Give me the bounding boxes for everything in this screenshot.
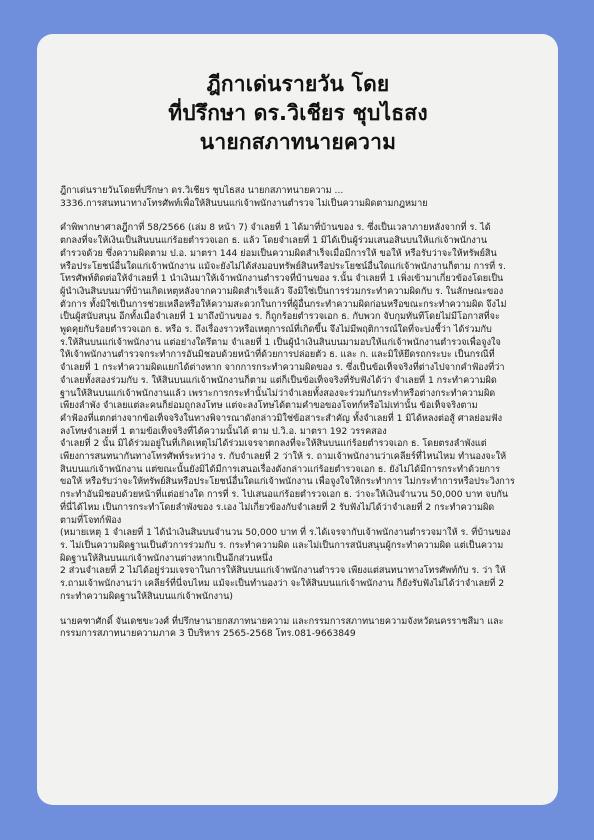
header-line-1: ฎีกาเด่นรายวันโดยที่ปรึกษา ดร.วิเชียร ชุบไธสง นายกสภาทนายความ ... <box>60 186 344 196</box>
spacer <box>60 604 536 616</box>
page-title <box>60 70 536 157</box>
title-line-2: ที่ปรึกษา ดร.วิเชียร ชุบไธสง <box>168 101 428 125</box>
document-card <box>37 34 558 805</box>
title-line-1: ฎีกาเด่นรายวัน โดย <box>206 72 390 96</box>
main-paragraph: คำพิพากษาศาลฎีกาที่ 58/2566 (เล่ม 8 หน้า 7) จำเลยที่ 1 ได้มาที่บ้านของ ร. ซึ่งเป็นเวลาภายหลังจากที่ ร. ได้ ตกลงที่จะให้เงินเป็นสินบนแก่ร้อยตำรวจเอก ธ. แล้ว โดยจำเลยที่ 1 มิได้เป็นผู้ร่วมเสนอสินบนให้แก่เจ้าพนักงาน ตำรวจด้วย ซึ่งความผิดตาม ป.อ. มาตรา 144 ย่อมเป็นความผิดสำเร็จเมื่อมีการให้ ขอให้ หรือรับว่าจะให้ทรัพย์สิน หรือประโยชน์อื่นใดแก่เจ้าพนักงาน แม้จะยังไม่ได้ส่งมอบทรัพย์สินหรือประโยชน์อื่นใดแก่เจ้าพนักงานก็ตาม การที่ ร. โทรศัพท์ติดต่อให้จำเลยที่ 1 นำเงินมาให้เจ้าพนักงานตำรวจที่บ้านของ ร.นั้น จำเลยที่ 1 เพิ่งเข้ามาเกี่ยวข้องโดยเป็น ผู้นำเงินสินบนมาที่บ้านเกิดเหตุหลังจากความผิดสำเร็จแล้ว จึงมิใช่เป็นการร่วมกระทำความผิดกับ ร. ในลักษณะของ ตัวการ ทั้งมิใช่เป็นการช่วยเหลือหรือให้ความสะดวกในการที่ผู้อื่นกระทำความผิดก่อนหรือขณะกระทำความผิด จึงไม่ เป็นผู้สนับสนุน อีกทั้งเมื่อจำเลยที่ 1 มาถึงบ้านของ ร. ก็ถูกร้อยตำรวจเอก ธ. กับพวก จับกุมทันทีโดยไม่มีโอกาสที่จะ พูดคุยกับร้อยตำรวจเอก ธ. หรือ ร. ถึงเรื่องราวหรือเหตุการณ์ที่เกิดขึ้น จึงไม่มีพฤติการณ์ใดที่จะบ่งชี้ว่า ได้ร่วมกับ ร.ให้สินบนแก่เจ้าพนักงาน แต่อย่างใดรึตาม จำเลยที่ 1 เป็นผู้นำเงินสินบนมามอบให้แก่เจ้าพนักงานตำรวจเพื่อจูงใจ ให้เจ้าพนักงานตำรวจกระทำการอันมิชอบด้วยหน้าที่ด้วยการปล่อยตัว ธ. และ ก. และมิให้ยึดรถกระบะ เป็นกรณีที่ จำเลยที่ 1 กระทำความผิดแยกได้ต่างหาก จากการกระทำความผิดของ ร. ซึ่งเป็นข้อเท็จจริงที่ต่างไปจากคำฟ้องที่ว่า จำเลยทั้งสองร่วมกับ ร. ให้สินบนแก่เจ้าพนักงานก็ตาม แต่ก็เป็นข้อเท็จจริงที่รับฟังได้ว่า จำเลยที่ 1 กระทำความผิด ฐานให้สินบนแก่เจ้าพนักงานแล้ว เพราะการกระทำนั้นไม่ว่าจำเลยทั้งสองจะร่วมกันกระทำหรือต่างกระทำความผิด เพียงลำพัง จำเลยแต่ละคนก็ย่อมถูกลงโทษ แต่จะลงโทษได้ตามคำขอของโจทก์หรือไม่เท่านั้น ข้อเท็จจริงตาม คำฟ้องที่แตกต่างจากข้อเท็จจริงในทางพิจารณาดังกล่าวมิใช่ข้อสาระสำคัญ ทั้งจำเลยที่ 1 มิได้หลงต่อสู้ ศาลย่อมฟัง ลงโทษจำเลยที่ 1 ตามข้อเท็จจริงที่ได้ความนั้นได้ ตาม ป.วิ.อ. มาตรา 192 วรรคสอง จำเลยที่ 2 นั้น มิได้ร่วมอยู่ในที่เกิดเหตุไม่ได้ร่วมเจรจาตกลงที่จะให้สินบนแก่ร้อยตำรวจเอก ธ. โดยตรงลำพังแต่ เพียงการสนทนากันทางโทรศัพท์ระหว่าง ร. กับจำเลยที่ 2 ว่าให้ ร. ถามเจ้าพนักงานว่าเคลียร์ที่ไหนไหม ทำนองจะให้ สินบนแก่เจ้าพนักงาน แต่ขณะนั้นยังมิได้มีการเสนอเรื่องดังกล่าวแก่ร้อยตำรวจเอก ธ. ยังไม่ได้มีการกระทำด้วยการ ขอให้ หรือรับว่าจะให้ทรัพย์สินหรือประโยชน์อื่นใดแก่เจ้าพนักงาน เพื่อจูงใจให้กระทำการ ไม่กระทำการหรือประวิงการ กระทำอันมิชอบด้วยหน้าที่แต่อย่างใด การที่ ร. ไปเสนอแก่ร้อยตำรวจเอก ธ. ว่าจะให้เงินจำนวน 50,000 บาท จบกัน ที่นี่ได้ไหม เป็นการกระทำโดยลำพังของ ร.เอง ไม่เกี่ยวข้องกับจำเลยที่ 2 รับฟังไม่ได้ว่าจำเลยที่ 2 กระทำความผิด ตามที่โจทก์ฟ้อง (หมายเหตุ 1 จำเลยที่ 1 ได้นำเงินสินบนจำนวน 50,000 บาท ที่ ร.ได้เจรจากับเจ้าพนักงานตำรวจมาให้ ร. ที่บ้านของ ร. ไม่เป็นความผิดฐานเป็นตัวการร่วมกับ ร. กระทำความผิด และไม่เป็นการสนับสนุนผู้กระทำความผิด แต่เป็นความ ผิดฐานให้สินบนแก่เจ้าพนักงานต่างหากเป็นอีกส่วนหนึ่ง 2 ส่วนจำเลยที่ 2 ไม่ได้อยู่ร่วมเจรจาในการให้สินบนแก่เจ้าพนักงานตำรวจ เพียงแต่สนทนาทางโทรศัพท์กับ ร. ว่า ให้ ร.ถามเจ้าพนักงานว่า เคลียร์ที่นี่จบไหม แม้จะเป็นทำนองว่า จะให้สินบนแก่เจ้าพนักงาน ก็ยังรับฟังไม่ได้ว่าจำเลยที่ 2 กระทำความผิดฐานให้สินบนแก่เจ้าพนักงาน) <box>60 223 515 602</box>
spacer <box>60 210 536 222</box>
header-line-2: 3336.การสนทนาทางโทรศัพท์เพื่อให้สินบนแก่เจ้าพนักงานตำรวจ ไม่เป็นความผิดตามกฎหมาย <box>60 198 428 209</box>
document-body <box>60 185 536 641</box>
title-line-3: นายกสภาทนายความ <box>199 130 397 154</box>
footer-paragraph: นายคฑาศักดิ์ จันเดชขะวงศ์ ที่ปรึกษานายกสภาทนายความ และกรรมการสภาทนายความจังหวัดนครราชสีมา และ กรรมการสภาทนายความภาค 3 ปีบริหาร 2565-2568 โทร.081-9663849 <box>60 616 504 640</box>
